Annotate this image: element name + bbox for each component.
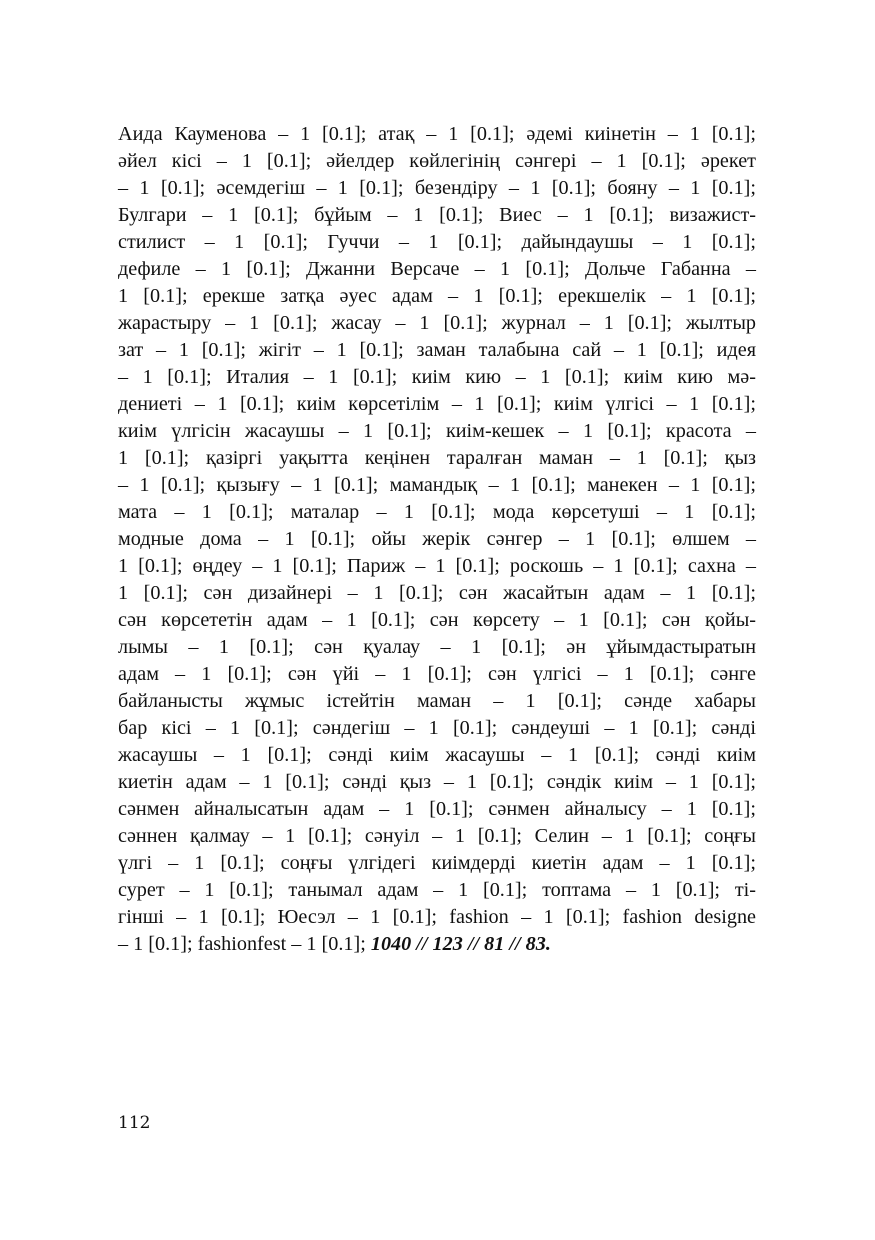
text-line: – 1 [0.1]; Италия – 1 [0.1]; киім кию – 1 [0.1]; киім кию мә- [118, 366, 756, 388]
text-line: 1 [0.1]; қазіргі уақытта кеңінен таралған маман – 1 [0.1]; қыз [118, 447, 756, 469]
text-line: мата – 1 [0.1]; маталар – 1 [0.1]; мода көрсетуші – 1 [0.1]; [118, 501, 756, 523]
text-line: 1 [0.1]; сән дизайнері – 1 [0.1]; сән жасайтын адам – 1 [0.1]; [118, 582, 756, 604]
text-line: – 1 [0.1]; әсемдегіш – 1 [0.1]; безендіру – 1 [0.1]; бояну – 1 [0.1]; [118, 177, 756, 199]
text-line: стилист – 1 [0.1]; Гуччи – 1 [0.1]; дайындаушы – 1 [0.1]; [118, 231, 756, 253]
text-line: Булгари – 1 [0.1]; бұйым – 1 [0.1]; Виес – 1 [0.1]; визажист- [118, 204, 756, 226]
text-line: гінші – 1 [0.1]; Юесэл – 1 [0.1]; fashion – 1 [0.1]; fashion designe [118, 906, 756, 928]
text-line: әйел кісі – 1 [0.1]; әйелдер көйлегінің сәнгері – 1 [0.1]; әрекет [118, 150, 756, 172]
text-line: зат – 1 [0.1]; жігіт – 1 [0.1]; заман талабына сай – 1 [0.1]; идея [118, 339, 756, 361]
text-line: дениеті – 1 [0.1]; киім көрсетілім – 1 [0.1]; киім үлгісі – 1 [0.1]; [118, 393, 756, 415]
text-line: жасаушы – 1 [0.1]; сәнді киім жасаушы – 1 [0.1]; сәнді киім [118, 744, 756, 766]
page-number: 112 [118, 1113, 151, 1133]
text-line: сәннен қалмау – 1 [0.1]; сәнуіл – 1 [0.1]; Селин – 1 [0.1]; соңғы [118, 825, 756, 847]
body-paragraph [118, 121, 756, 958]
text-line: киім үлгісін жасаушы – 1 [0.1]; киім-кешек – 1 [0.1]; красота – [118, 420, 756, 442]
summary-counts: 1040 // 123 // 81 // 83. [370, 933, 551, 955]
text-line: лымы – 1 [0.1]; сән қуалау – 1 [0.1]; ән ұйымдастыратын [118, 636, 756, 658]
text-line: жарастыру – 1 [0.1]; жасау – 1 [0.1]; журнал – 1 [0.1]; жылтыр [118, 312, 756, 334]
text-line: киетін адам – 1 [0.1]; сәнді қыз – 1 [0.1]; сәндік киім – 1 [0.1]; [118, 771, 756, 793]
text-line: адам – 1 [0.1]; сән үйі – 1 [0.1]; сән үлгісі – 1 [0.1]; сәнге [118, 663, 756, 685]
last-line-text: – 1 [0.1]; fashionfest – 1 [0.1]; [118, 933, 371, 955]
text-line: сәнмен айналысатын адам – 1 [0.1]; сәнмен айналысу – 1 [0.1]; [118, 798, 756, 820]
text-line: 1 [0.1]; ерекше затқа әуес адам – 1 [0.1]; ерекшелік – 1 [0.1]; [118, 285, 756, 307]
text-line: үлгі – 1 [0.1]; соңғы үлгідегі киімдерді киетін адам – 1 [0.1]; [118, 852, 756, 874]
text-line: модные дома – 1 [0.1]; ойы жерік сәнгер – 1 [0.1]; өлшем – [118, 528, 756, 550]
text-line: 1 [0.1]; өңдеу – 1 [0.1]; Париж – 1 [0.1]; роскошь – 1 [0.1]; сахна – [118, 555, 756, 577]
text-line-last [118, 931, 756, 958]
text-line: дефиле – 1 [0.1]; Джанни Версаче – 1 [0.1]; Дольче Габанна – [118, 258, 756, 280]
text-line: – 1 [0.1]; қызығу – 1 [0.1]; мамандық – 1 [0.1]; манекен – 1 [0.1]; [118, 474, 756, 496]
text-line: бар кісі – 1 [0.1]; сәндегіш – 1 [0.1]; сәндеуші – 1 [0.1]; сәнді [118, 717, 756, 739]
text-line: сән көрсететін адам – 1 [0.1]; сән көрсету – 1 [0.1]; сән қойы- [118, 609, 756, 631]
text-line: Аида Кауменова – 1 [0.1]; атақ – 1 [0.1]; әдемі киінетін – 1 [0.1]; [118, 123, 756, 145]
text-line: сурет – 1 [0.1]; танымал адам – 1 [0.1]; топтама – 1 [0.1]; ті- [118, 879, 756, 901]
text-line: байланысты жұмыс істейтін маман – 1 [0.1]; сәнде хабары [118, 690, 756, 712]
